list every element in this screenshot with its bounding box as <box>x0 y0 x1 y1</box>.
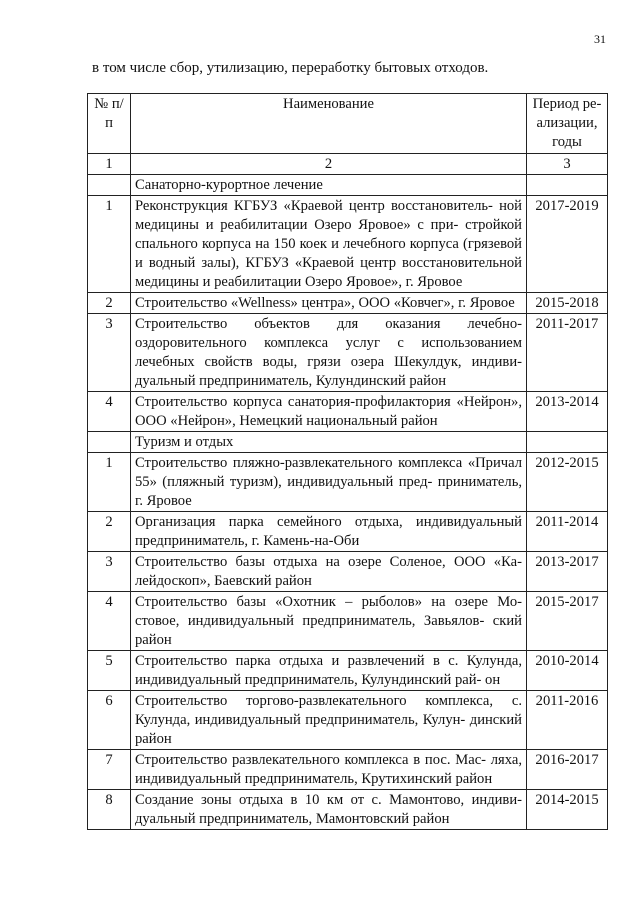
row-number: 5 <box>88 651 131 691</box>
row-period: 2010-2014 <box>527 651 608 691</box>
row-name: Строительство «Wellness» центра», ООО «Ковчег», г. Яровое <box>131 293 527 314</box>
section-empty-cell <box>88 175 131 196</box>
row-name: Строительство парка отдыха и развлечений в с. Кулунда, индивидуальный предприниматель, Кулундинский рай- он <box>131 651 527 691</box>
row-period: 2011-2017 <box>527 314 608 392</box>
row-period: 2017-2019 <box>527 196 608 293</box>
row-name: Реконструкция КГБУЗ «Краевой центр восстановитель- ной медицины и реабилитации Озеро Яровое» с при- стройкой спального корпуса на 150 коек и лечебного корпуса (грязевой и водный залы), КГБУЗ «Краевой центр восстановительной медицины и реабилитации Озеро Яровое», г. Яровое <box>131 196 527 293</box>
section-empty-cell <box>88 432 131 453</box>
table-row <box>88 512 608 552</box>
row-name: Строительство объектов для оказания лечебно- оздоровительного комплекса услуг с использованием лечебных свойств воды, грязи озера Шекулдук, индиви- дуальный предприниматель, Кулундинский район <box>131 314 527 392</box>
table-row <box>88 453 608 512</box>
header-row <box>88 94 608 154</box>
row-name: Строительство корпуса санатория-профилактория «Нейрон», ООО «Нейрон», Немецкий национальный район <box>131 392 527 432</box>
table-row <box>88 750 608 790</box>
row-number: 2 <box>88 512 131 552</box>
column-index: 3 <box>527 154 608 175</box>
row-number: 1 <box>88 196 131 293</box>
row-period: 2013-2014 <box>527 392 608 432</box>
row-name: Строительство базы отдыха на озере Соленое, ООО «Ка- лейдоскоп», Баевский район <box>131 552 527 592</box>
row-period: 2014-2015 <box>527 790 608 830</box>
header-no: № п/п <box>88 94 131 154</box>
column-index: 1 <box>88 154 131 175</box>
header-name: Наименование <box>131 94 527 154</box>
projects-table <box>87 93 608 830</box>
table-row <box>88 790 608 830</box>
row-period: 2013-2017 <box>527 552 608 592</box>
row-number: 8 <box>88 790 131 830</box>
row-name: Создание зоны отдыха в 10 км от с. Мамонтово, индиви- дуальный предприниматель, Мамонтовский район <box>131 790 527 830</box>
section-empty-cell <box>527 175 608 196</box>
table-row <box>88 651 608 691</box>
row-period: 2012-2015 <box>527 453 608 512</box>
section-row <box>88 432 608 453</box>
table-row <box>88 392 608 432</box>
intro-text: в том числе сбор, утилизацию, переработку бытовых отходов. <box>92 60 489 76</box>
section-title: Санаторно-курортное лечение <box>131 175 527 196</box>
row-number: 7 <box>88 750 131 790</box>
row-period: 2011-2016 <box>527 691 608 750</box>
row-period: 2015-2017 <box>527 592 608 651</box>
row-name: Строительство пляжно-развлекательного комплекса «Причал 55» (пляжный туризм), индивидуальный пред- приниматель, г. Яровое <box>131 453 527 512</box>
row-number: 4 <box>88 392 131 432</box>
row-number: 2 <box>88 293 131 314</box>
row-name: Строительство развлекательного комплекса в пос. Мас- ляха, индивидуальный предприниматель, Крутихинский район <box>131 750 527 790</box>
row-number: 3 <box>88 552 131 592</box>
row-name: Строительство базы «Охотник – рыболов» на озере Мо- стовое, индивидуальный предприниматель, Завьялов- ский район <box>131 592 527 651</box>
row-period: 2015-2018 <box>527 293 608 314</box>
row-number: 6 <box>88 691 131 750</box>
row-number: 3 <box>88 314 131 392</box>
row-number: 1 <box>88 453 131 512</box>
section-row <box>88 175 608 196</box>
section-title: Туризм и отдых <box>131 432 527 453</box>
row-number: 4 <box>88 592 131 651</box>
column-index-row <box>88 154 608 175</box>
row-period: 2016-2017 <box>527 750 608 790</box>
row-period: 2011-2014 <box>527 512 608 552</box>
table-row <box>88 293 608 314</box>
table-row <box>88 592 608 651</box>
row-name: Строительство торгово-развлекательного комплекса, с. Кулунда, индивидуальный предприниматель, Кулун- динский район <box>131 691 527 750</box>
table-row <box>88 196 608 293</box>
table-row <box>88 314 608 392</box>
header-period: Период ре- ализации, годы <box>527 94 608 154</box>
table-row <box>88 552 608 592</box>
column-index: 2 <box>131 154 527 175</box>
table-row <box>88 691 608 750</box>
page-number: 31 <box>594 32 606 46</box>
section-empty-cell <box>527 432 608 453</box>
row-name: Организация парка семейного отдыха, индивидуальный предприниматель, г. Камень-на-Оби <box>131 512 527 552</box>
